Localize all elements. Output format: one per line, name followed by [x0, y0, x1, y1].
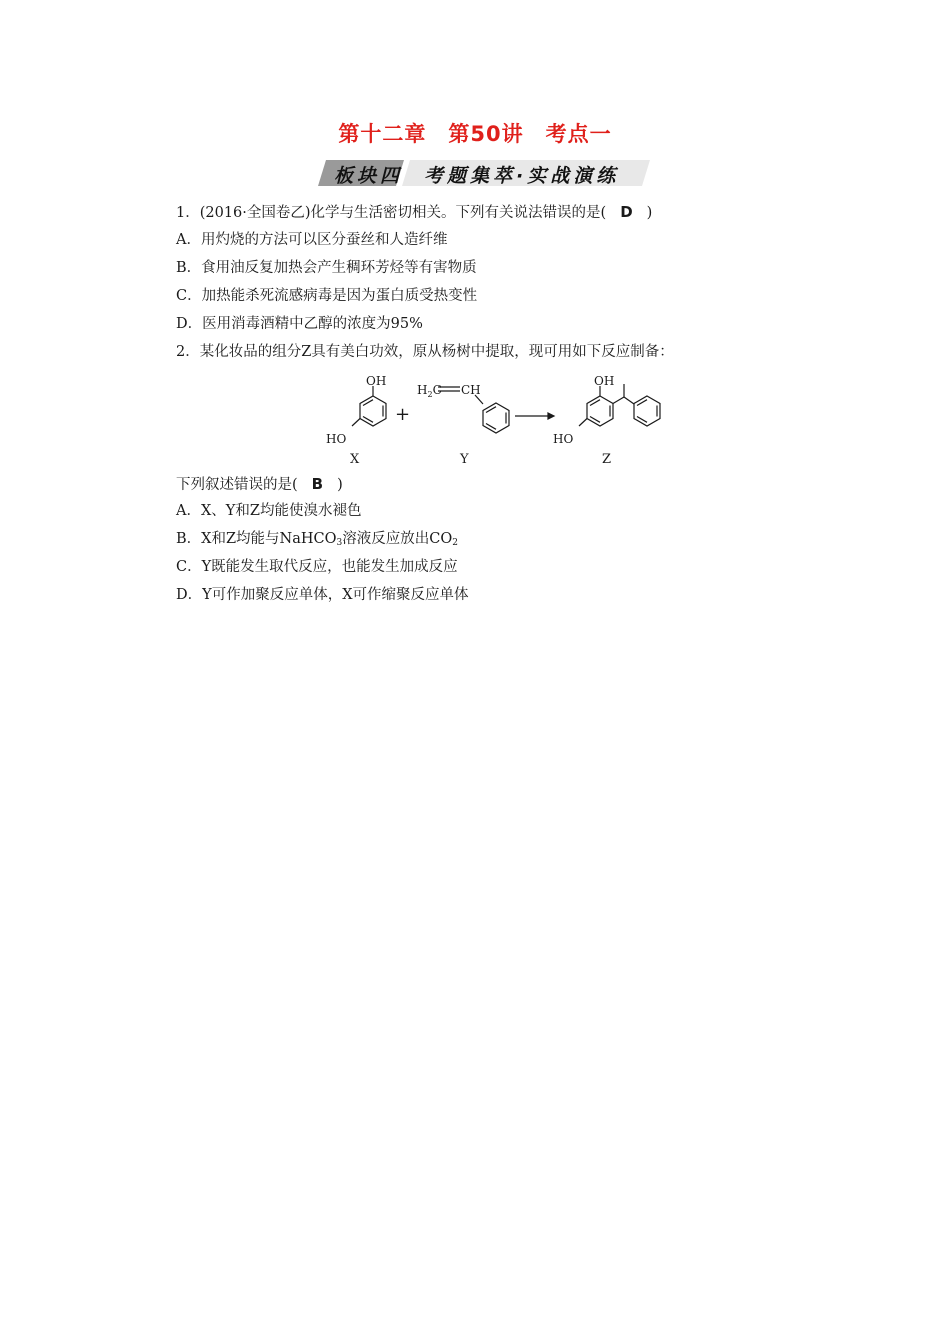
banner-left-text: 板块四: [334, 165, 404, 187]
molecule-z: [579, 384, 660, 426]
x-oh-label: OH: [366, 374, 387, 388]
x-label: X: [350, 452, 360, 467]
q2-option-a: A．X、Y和Z均能使溴水褪色: [176, 503, 362, 519]
z-oh-label: OH: [594, 374, 615, 388]
y-label: Y: [460, 452, 469, 467]
q1-stem: 1．(2016·全国卷乙)化学与生活密切相关。下列有关说法错误的是( D ): [176, 203, 653, 221]
page-title: 第十二章 第50讲 考点一: [338, 122, 612, 146]
x-ho-label: HO: [326, 432, 347, 446]
reaction-scheme: [300, 368, 680, 468]
y-ch-label: CH: [461, 383, 481, 397]
z-ho-label: HO: [553, 432, 574, 446]
banner-right-text: 考题集萃·实战演练: [424, 165, 620, 187]
q2-answer: B: [311, 475, 324, 493]
section-banner: [316, 158, 652, 188]
q1-option-a: A．用灼烧的方法可以区分蚕丝和人造纤维: [176, 232, 448, 248]
q2-ask: 下列叙述错误的是( B ): [176, 475, 343, 493]
q1-option-d: D．医用消毒酒精中乙醇的浓度为95%: [176, 316, 423, 332]
z-label: Z: [602, 452, 612, 467]
y-h2c-label: $H_2C$: [417, 383, 442, 399]
q2-option-c: C．Y既能发生取代反应，也能发生加成反应: [176, 559, 458, 575]
plus-sign: +: [395, 404, 411, 425]
reaction-arrow: [515, 413, 554, 419]
q1-option-b: B．食用油反复加热会产生稠环芳烃等有害物质: [176, 260, 477, 276]
q2-option-b: B．X和Z均能与NaHCO$_3$溶液反应放出$CO_2$: [176, 531, 458, 548]
q2-stem: 2．某化妆品的组分Z具有美白功效，原从杨树中提取，现可用如下反应制备：: [176, 344, 674, 360]
q1-option-c: C．加热能杀死流感病毒是因为蛋白质受热变性: [176, 288, 478, 304]
q2-option-d: D．Y可作加聚反应单体，X可作缩聚反应单体: [176, 587, 469, 603]
q1-answer: D: [620, 203, 633, 221]
molecule-x: [352, 386, 386, 426]
